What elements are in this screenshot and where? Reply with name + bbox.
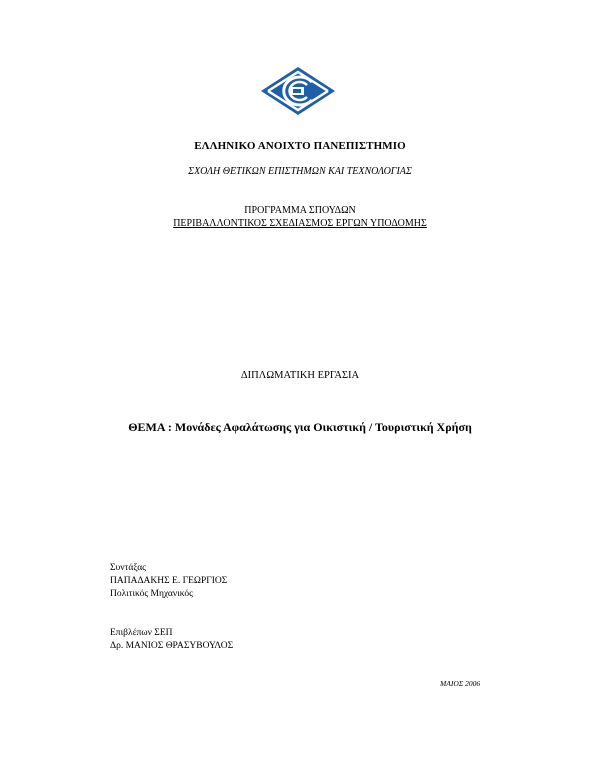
thesis-type: ΔΙΠΛΩΜΑΤΙΚΗ ΕΡΓΑΣΙΑ <box>240 370 360 381</box>
supervisor-block <box>110 627 233 653</box>
author-block <box>110 562 227 601</box>
open-university-logo-icon <box>260 66 336 116</box>
thesis-subject: ΘΕΜΑ : Μονάδες Αφαλάτωσης για Οικιστική / Τουριστική Χρήση <box>128 420 472 434</box>
author-name: ΠΑΠΑΔΑΚΗΣ Ε. ΓΕΩΡΓΙΟΣ <box>110 576 228 586</box>
author-title: Πολιτικός Μηχανικός <box>110 589 193 599</box>
school-name: ΣΧΟΛΗ ΘΕΤΙΚΩΝ ΕΠΙΣΤΗΜΩΝ ΚΑΙ ΤΕΧΝΟΛΟΓΙΑΣ <box>188 166 412 177</box>
program-label: ΠΡΟΓΡΑΜΜΑ ΣΠΟΥΔΩΝ <box>244 205 356 216</box>
author-label: Συντάξας <box>110 563 146 573</box>
publication-date: ΜΑΙΟΣ 2006 <box>440 679 481 688</box>
program-name: ΠΕΡΙΒΑΛΛΟΝΤΙΚΟΣ ΣΧΕΔΙΑΣΜΟΣ ΕΡΓΩΝ ΥΠΟΔΟΜΗΣ <box>173 218 427 229</box>
supervisor-label: Επιβλέπων ΣΕΠ <box>110 628 173 638</box>
supervisor-name: Δρ. ΜΑΝΙΟΣ ΘΡΑΣΥΒΟΥΛΟΣ <box>110 641 234 651</box>
university-name: ΕΛΛΗΝΙΚΟ ΑΝΟΙΧΤΟ ΠΑΝΕΠΙΣΤΗΜΙΟ <box>194 140 406 152</box>
